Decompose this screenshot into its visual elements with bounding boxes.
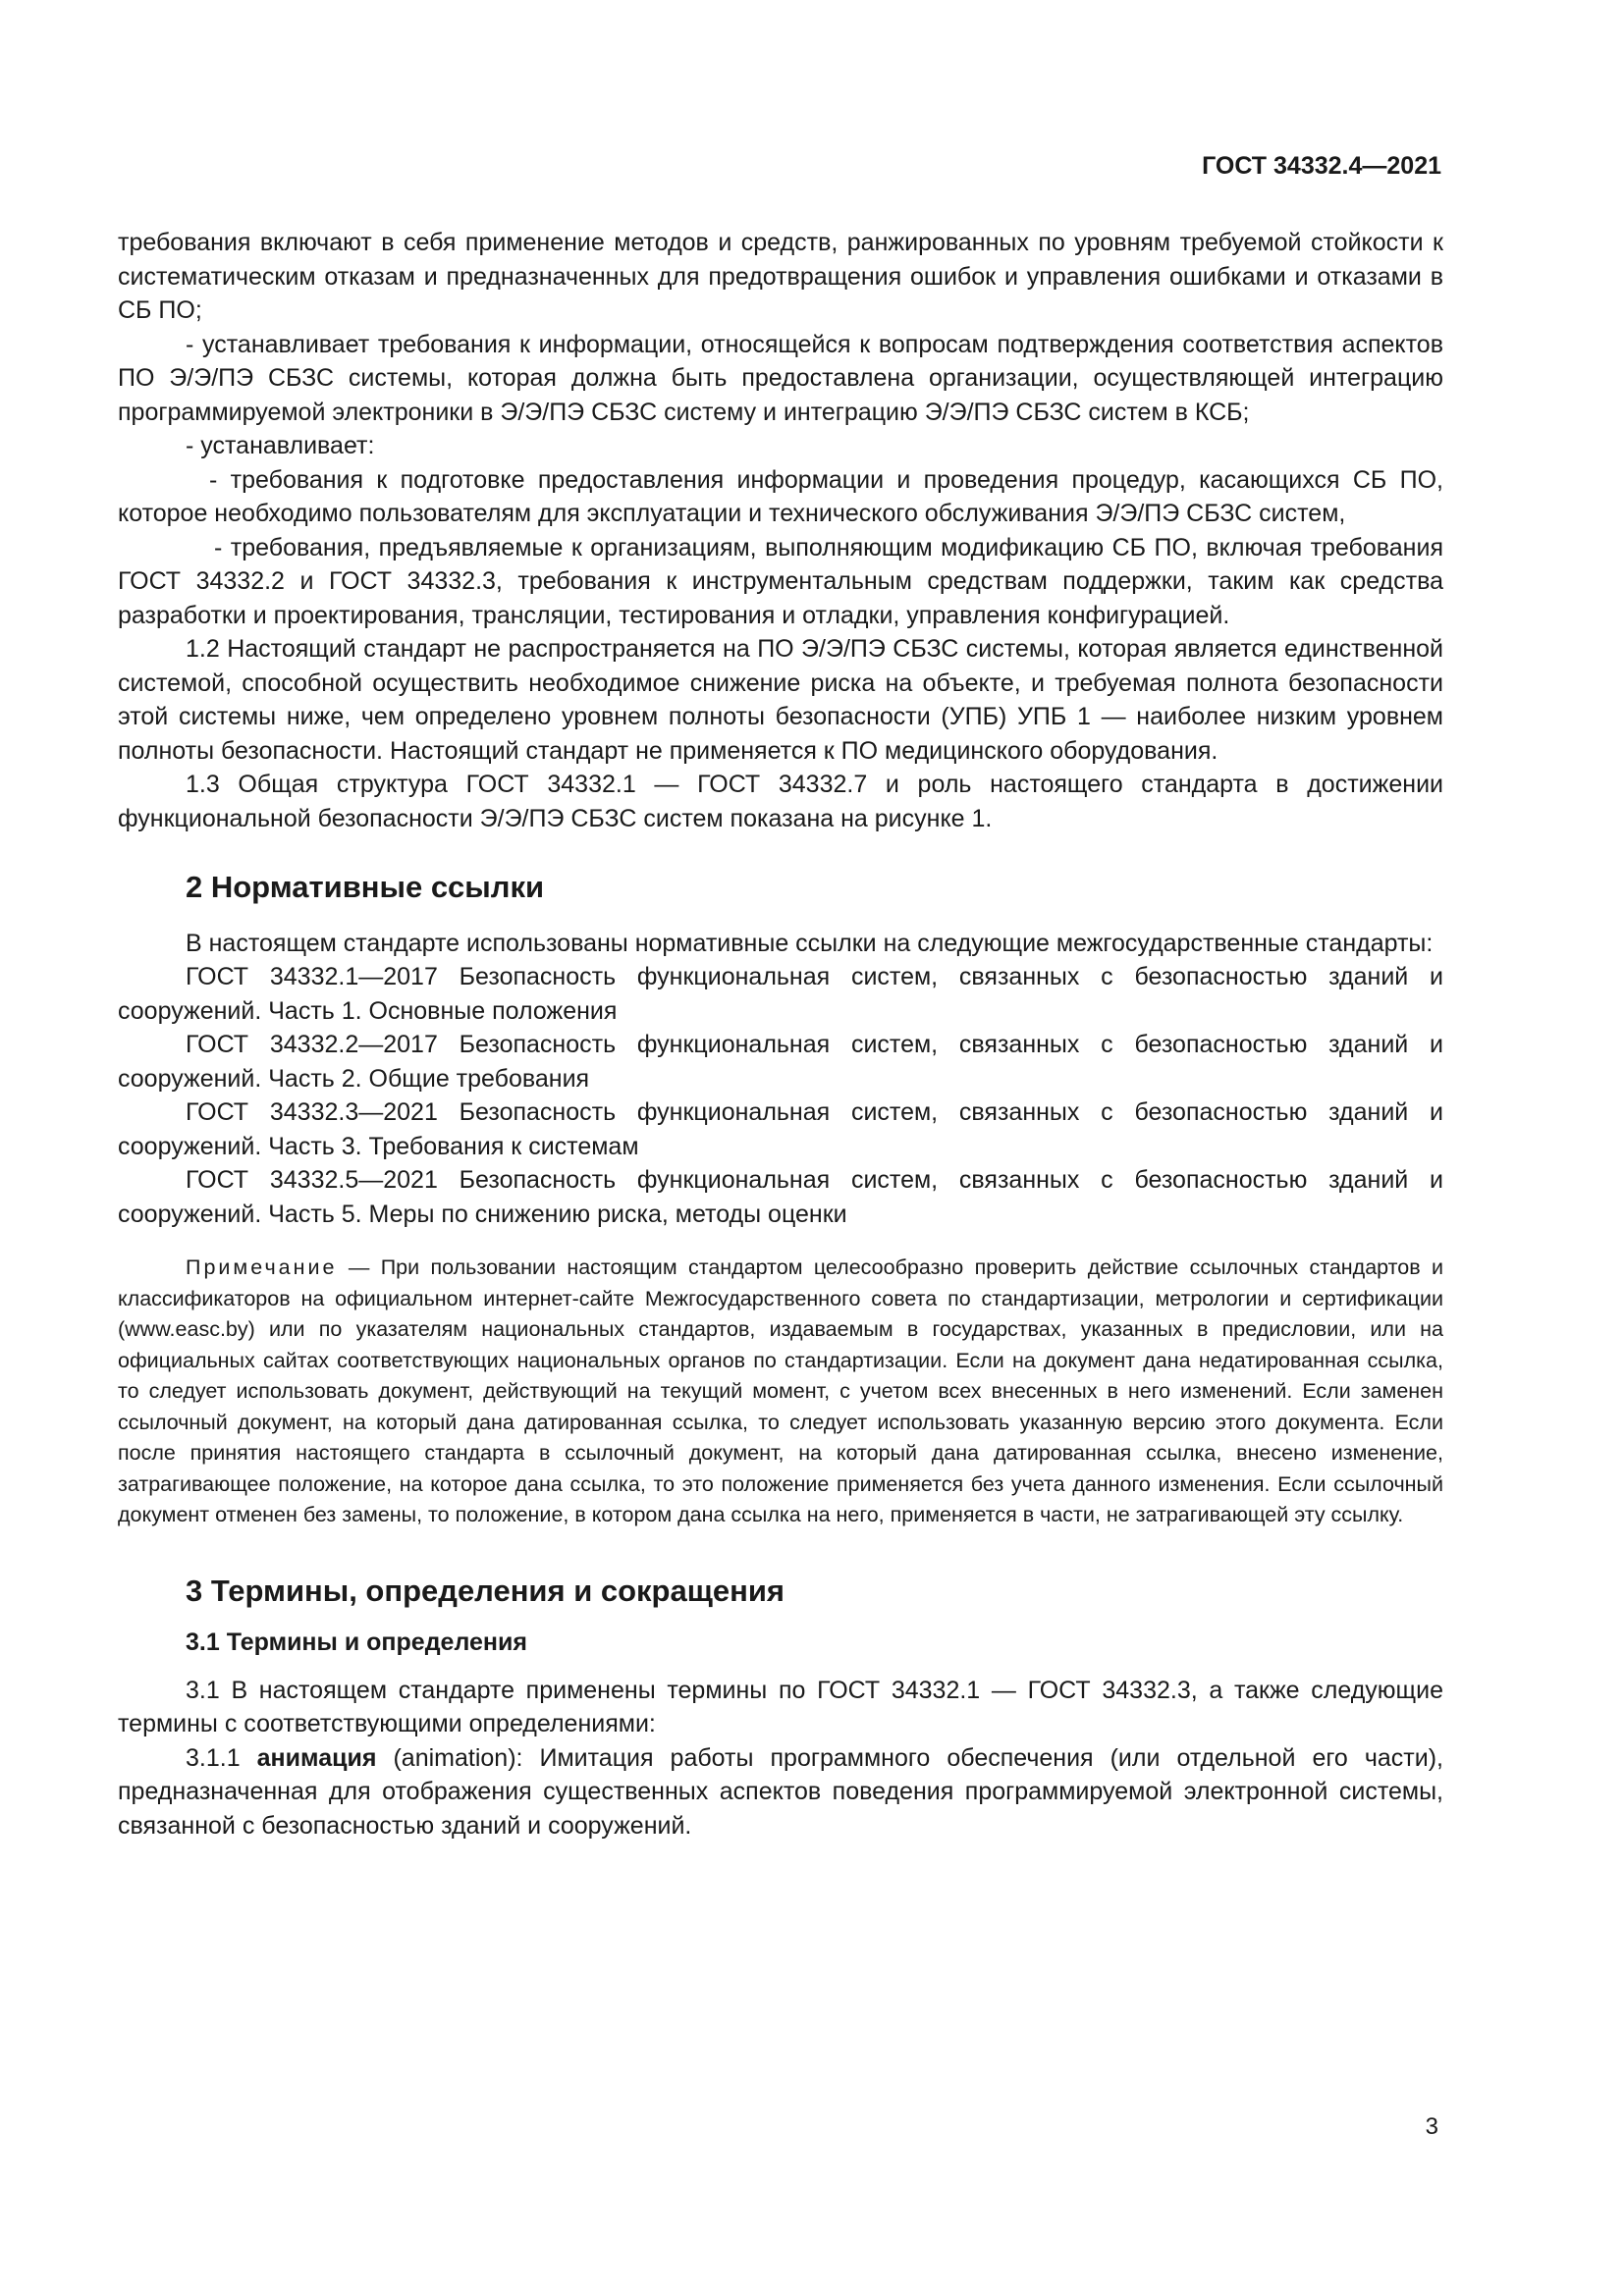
term: анимация bbox=[256, 1743, 377, 1772]
paragraph: - устанавливает: bbox=[186, 432, 375, 459]
reference-item: ГОСТ 34332.3—2021 Безопасность функциональная систем, связанных с безопасностью зданий и сооружений. Часть 3. Требования к системам bbox=[118, 1098, 1443, 1160]
paragraph: В настоящем стандарте использованы нормативные ссылки на следующие межгосударственные стандарты: bbox=[186, 929, 1434, 957]
subsection-heading: 3.1 Термины и определения bbox=[186, 1629, 527, 1656]
document-body bbox=[118, 226, 1443, 1842]
paragraph: требования включают в себя применение методов и средств, ранжированных по уровням требуемой стойкости к систематическим отказам и предназначенных для предотвращения ошибок и управления ошибками и отказами в СБ ПО; bbox=[118, 229, 1443, 324]
term-definition bbox=[118, 1741, 1443, 1843]
paragraph: - устанавливает требования к информации, относящейся к вопросам подтверждения соответствия аспектов ПО Э/Э/ПЭ СБЗС системы, которая должна быть предоставлена организации, осуществляющей интеграцию программируемой электроники в Э/Э/ПЭ СБЗС систему и интеграцию Э/Э/ПЭ СБЗС систем в КСБ; bbox=[118, 330, 1443, 426]
page-number: 3 bbox=[1425, 2113, 1438, 2140]
paragraph: 1.3 Общая структура ГОСТ 34332.1 — ГОСТ 34332.7 и роль настоящего стандарта в достижении функциональной безопасности Э/Э/ПЭ СБЗС систем показана на рисунке 1. bbox=[118, 771, 1443, 832]
paragraph: - требования к подготовке предоставления информации и проведения процедур, касающихся СБ ПО, которое необходимо пользователям для эксплуатации и технического обслуживания Э/Э/ПЭ СБЗС систем, bbox=[118, 465, 1443, 527]
paragraph: 1.2 Настоящий стандарт не распространяется на ПО Э/Э/ПЭ СБЗС системы, которая является единственной системой, способной осуществить необходимое снижение риска на объекте, и требуемая полнота безопасности этой системы ниже, чем определено уровнем полноты безопасности (УПБ) УПБ 1 — наиболее низким уровнем полноты безопасности. Настоящий стандарт не применяется к ПО медицинского оборудования. bbox=[118, 635, 1443, 765]
paragraph: - требования, предъявляемые к организациям, выполняющим модификацию СБ ПО, включая требования ГОСТ 34332.2 и ГОСТ 34332.3, требования к инструментальным средствам поддержки, таким как средства разработки и проектирования, трансляции, тестирования и отладки, управления конфигурацией. bbox=[118, 533, 1443, 629]
note-text: — При пользовании настоящим стандартом целесообразно проверить действие ссылочных стандартов и классификаторов на официальном интернет-сайте Межгосударственного совета по стандартизации, метрологии и сертификации (www.easc.by) или по указателям национальных стандартов, издаваемым в государствах, указанных в предисловии, или на официальных сайтах соответствующих национальных органов по стандартизации. Если на документ дана недатированная ссылка, то следует использовать документ, действующий на текущий момент, с учетом всех внесенных в него изменений. Если заменен ссылочный документ, на который дана датированная ссылка, то следует использовать указанную версию этого документа. Если после принятия настоящего стандарта в ссылочный документ, на который дана датированная ссылка, внесено изменение, затрагивающее положение, на которое дана ссылка, то это положение применяется без учета данного изменения. Если ссылочный документ отменен без замены, то положение, в котором дана ссылка на него, применяется в части, не затрагивающей эту ссылку. bbox=[118, 1255, 1443, 1526]
paragraph: 3.1 В настоящем стандарте применены термины по ГОСТ 34332.1 — ГОСТ 34332.3, а также следующие термины с соответствующими определениями: bbox=[118, 1676, 1443, 1737]
document-code-header: ГОСТ 34332.4—2021 bbox=[1202, 152, 1441, 180]
note-label: Примечание bbox=[186, 1255, 338, 1279]
section-heading: 3 Термины, определения и сокращения bbox=[186, 1573, 785, 1608]
term-definition-text: (animation): Имитация работы программного обеспечения (или отдельной его части), предназначенная для отображения существенных аспектов поведения программируемой электронной системы, связанной с безопасностью зданий и сооружений. bbox=[118, 1743, 1443, 1840]
note bbox=[118, 1253, 1443, 1531]
reference-item: ГОСТ 34332.1—2017 Безопасность функциональная систем, связанных с безопасностью зданий и сооружений. Часть 1. Основные положения bbox=[118, 963, 1443, 1025]
section-heading: 2 Нормативные ссылки bbox=[186, 870, 545, 904]
term-number: 3.1.1 bbox=[186, 1743, 257, 1772]
reference-item: ГОСТ 34332.2—2017 Безопасность функциональная систем, связанных с безопасностью зданий и сооружений. Часть 2. Общие требования bbox=[118, 1031, 1443, 1093]
reference-item: ГОСТ 34332.5—2021 Безопасность функциональная систем, связанных с безопасностью зданий и сооружений. Часть 5. Меры по снижению риска, методы оценки bbox=[118, 1166, 1443, 1228]
